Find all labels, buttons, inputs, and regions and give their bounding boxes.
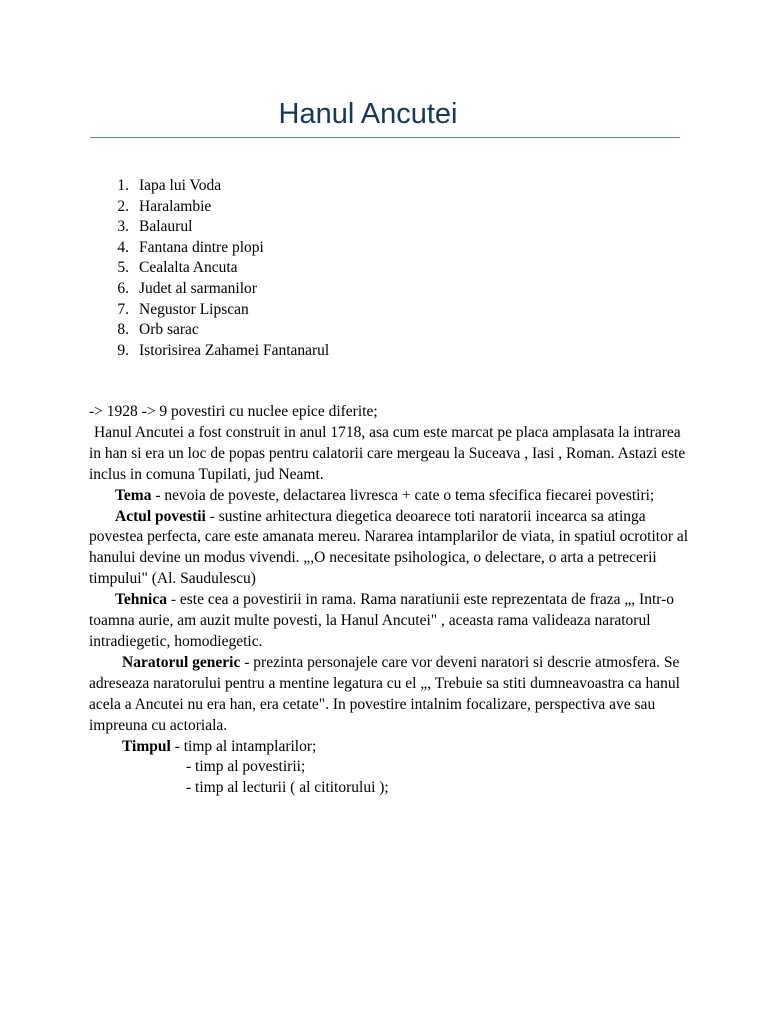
timpul-item: - timp al lecturii ( al cititorului ); bbox=[186, 779, 389, 797]
list-item-label: Judet al sarmanilor bbox=[139, 279, 257, 297]
list-number: 9. bbox=[117, 341, 129, 359]
list-number: 7. bbox=[117, 300, 129, 318]
list-item bbox=[110, 279, 329, 300]
list-item-label: Negustor Lipscan bbox=[139, 300, 249, 318]
list-item bbox=[110, 197, 329, 218]
han-paragraph: Hanul Ancutei a fost construit in anul 1718, asa cum este marcat pe placa amplasata la intrarea in han si era un loc de popas pentru calatorii care mergeau la Suceava , Iasi , Roman. Astazi este inclus in comuna Tupilati, jud Neamt. bbox=[89, 423, 686, 483]
list-item bbox=[110, 320, 329, 341]
list-number: 1. bbox=[117, 177, 129, 194]
list-item-label: Cealalta Ancuta bbox=[139, 259, 238, 277]
timpul-heading: Timpul bbox=[122, 737, 171, 755]
list-item bbox=[110, 217, 329, 238]
list-item bbox=[110, 238, 329, 259]
list-number: 5. bbox=[117, 259, 129, 277]
stories-list bbox=[110, 176, 329, 361]
list-item bbox=[110, 176, 329, 197]
tehnica-paragraph bbox=[89, 590, 689, 653]
narator-heading: Naratorul generic bbox=[122, 653, 241, 671]
tema-text: - nevoia de poveste, delactarea livresca + cate o tema sfecifica fiecarei povestiri; bbox=[151, 486, 655, 504]
list-item-label: Iapa lui Voda bbox=[139, 177, 222, 194]
tehnica-text: - este cea a povestirii in rama. Rama naratiunii este reprezentata de fraza „, Intr-o toamna aurie, am auzit multe povesti, la Hanul Ancutei" , aceasta rama valideaza naratorul intradiegetic, homodiegetic. bbox=[89, 591, 675, 650]
list-number: 4. bbox=[117, 238, 129, 256]
tema-heading: Tema bbox=[115, 486, 152, 504]
tehnica-heading: Tehnica bbox=[115, 591, 167, 609]
list-item-label: Fantana dintre plopi bbox=[139, 238, 264, 256]
timpul-item: - timp al intamplarilor; bbox=[170, 737, 317, 755]
intro-line: -> 1928 -> 9 povestiri cu nuclee epice diferite; bbox=[89, 403, 378, 420]
list-item-label: Balaurul bbox=[139, 218, 193, 236]
tema-paragraph bbox=[89, 486, 689, 507]
narator-paragraph bbox=[89, 653, 689, 737]
list-number: 6. bbox=[117, 279, 129, 297]
list-item-label: Haralambie bbox=[139, 197, 212, 215]
document-body bbox=[89, 402, 689, 799]
actul-paragraph bbox=[89, 507, 689, 591]
list-item bbox=[110, 341, 329, 362]
list-number: 2. bbox=[117, 197, 129, 215]
actul-heading: Actul povestii bbox=[115, 507, 206, 525]
list-number: 3. bbox=[117, 218, 129, 236]
narator-text: - prezinta personajele care vor deveni naratori si descrie atmosfera. Se adreseaza naratorului pentru a mentine legatura cu el „, Trebuie sa stiti dumneavoastra ca hanul acela a Ancutei nu era han, era cetate". In povestire intalnim focalizare, perspectiva ave sau impreuna cu actoriala. bbox=[89, 653, 680, 734]
document-title: Hanul Ancutei bbox=[278, 98, 458, 130]
list-item bbox=[110, 258, 329, 279]
list-item-label: Orb sarac bbox=[139, 321, 199, 339]
list-item bbox=[110, 300, 329, 321]
title-underline bbox=[90, 137, 680, 138]
actul-text: - sustine arhitectura diegetica deoarece toti naratorii incearca sa atinga povestea perfecta, care este amanata mereu. Nararea intamplarilor de viata, in spatiul ocrotitor al hanului devine un modus vivendi. „,O necesitate psihologica, o delectare, o arta a petrecerii timpului" (Al. Saudulescu) bbox=[89, 507, 689, 588]
list-item-label: Istorisirea Zahamei Fantanarul bbox=[139, 341, 330, 359]
timpul-item: - timp al povestirii; bbox=[186, 758, 306, 776]
timpul-paragraph bbox=[89, 737, 689, 758]
list-number: 8. bbox=[117, 321, 129, 339]
